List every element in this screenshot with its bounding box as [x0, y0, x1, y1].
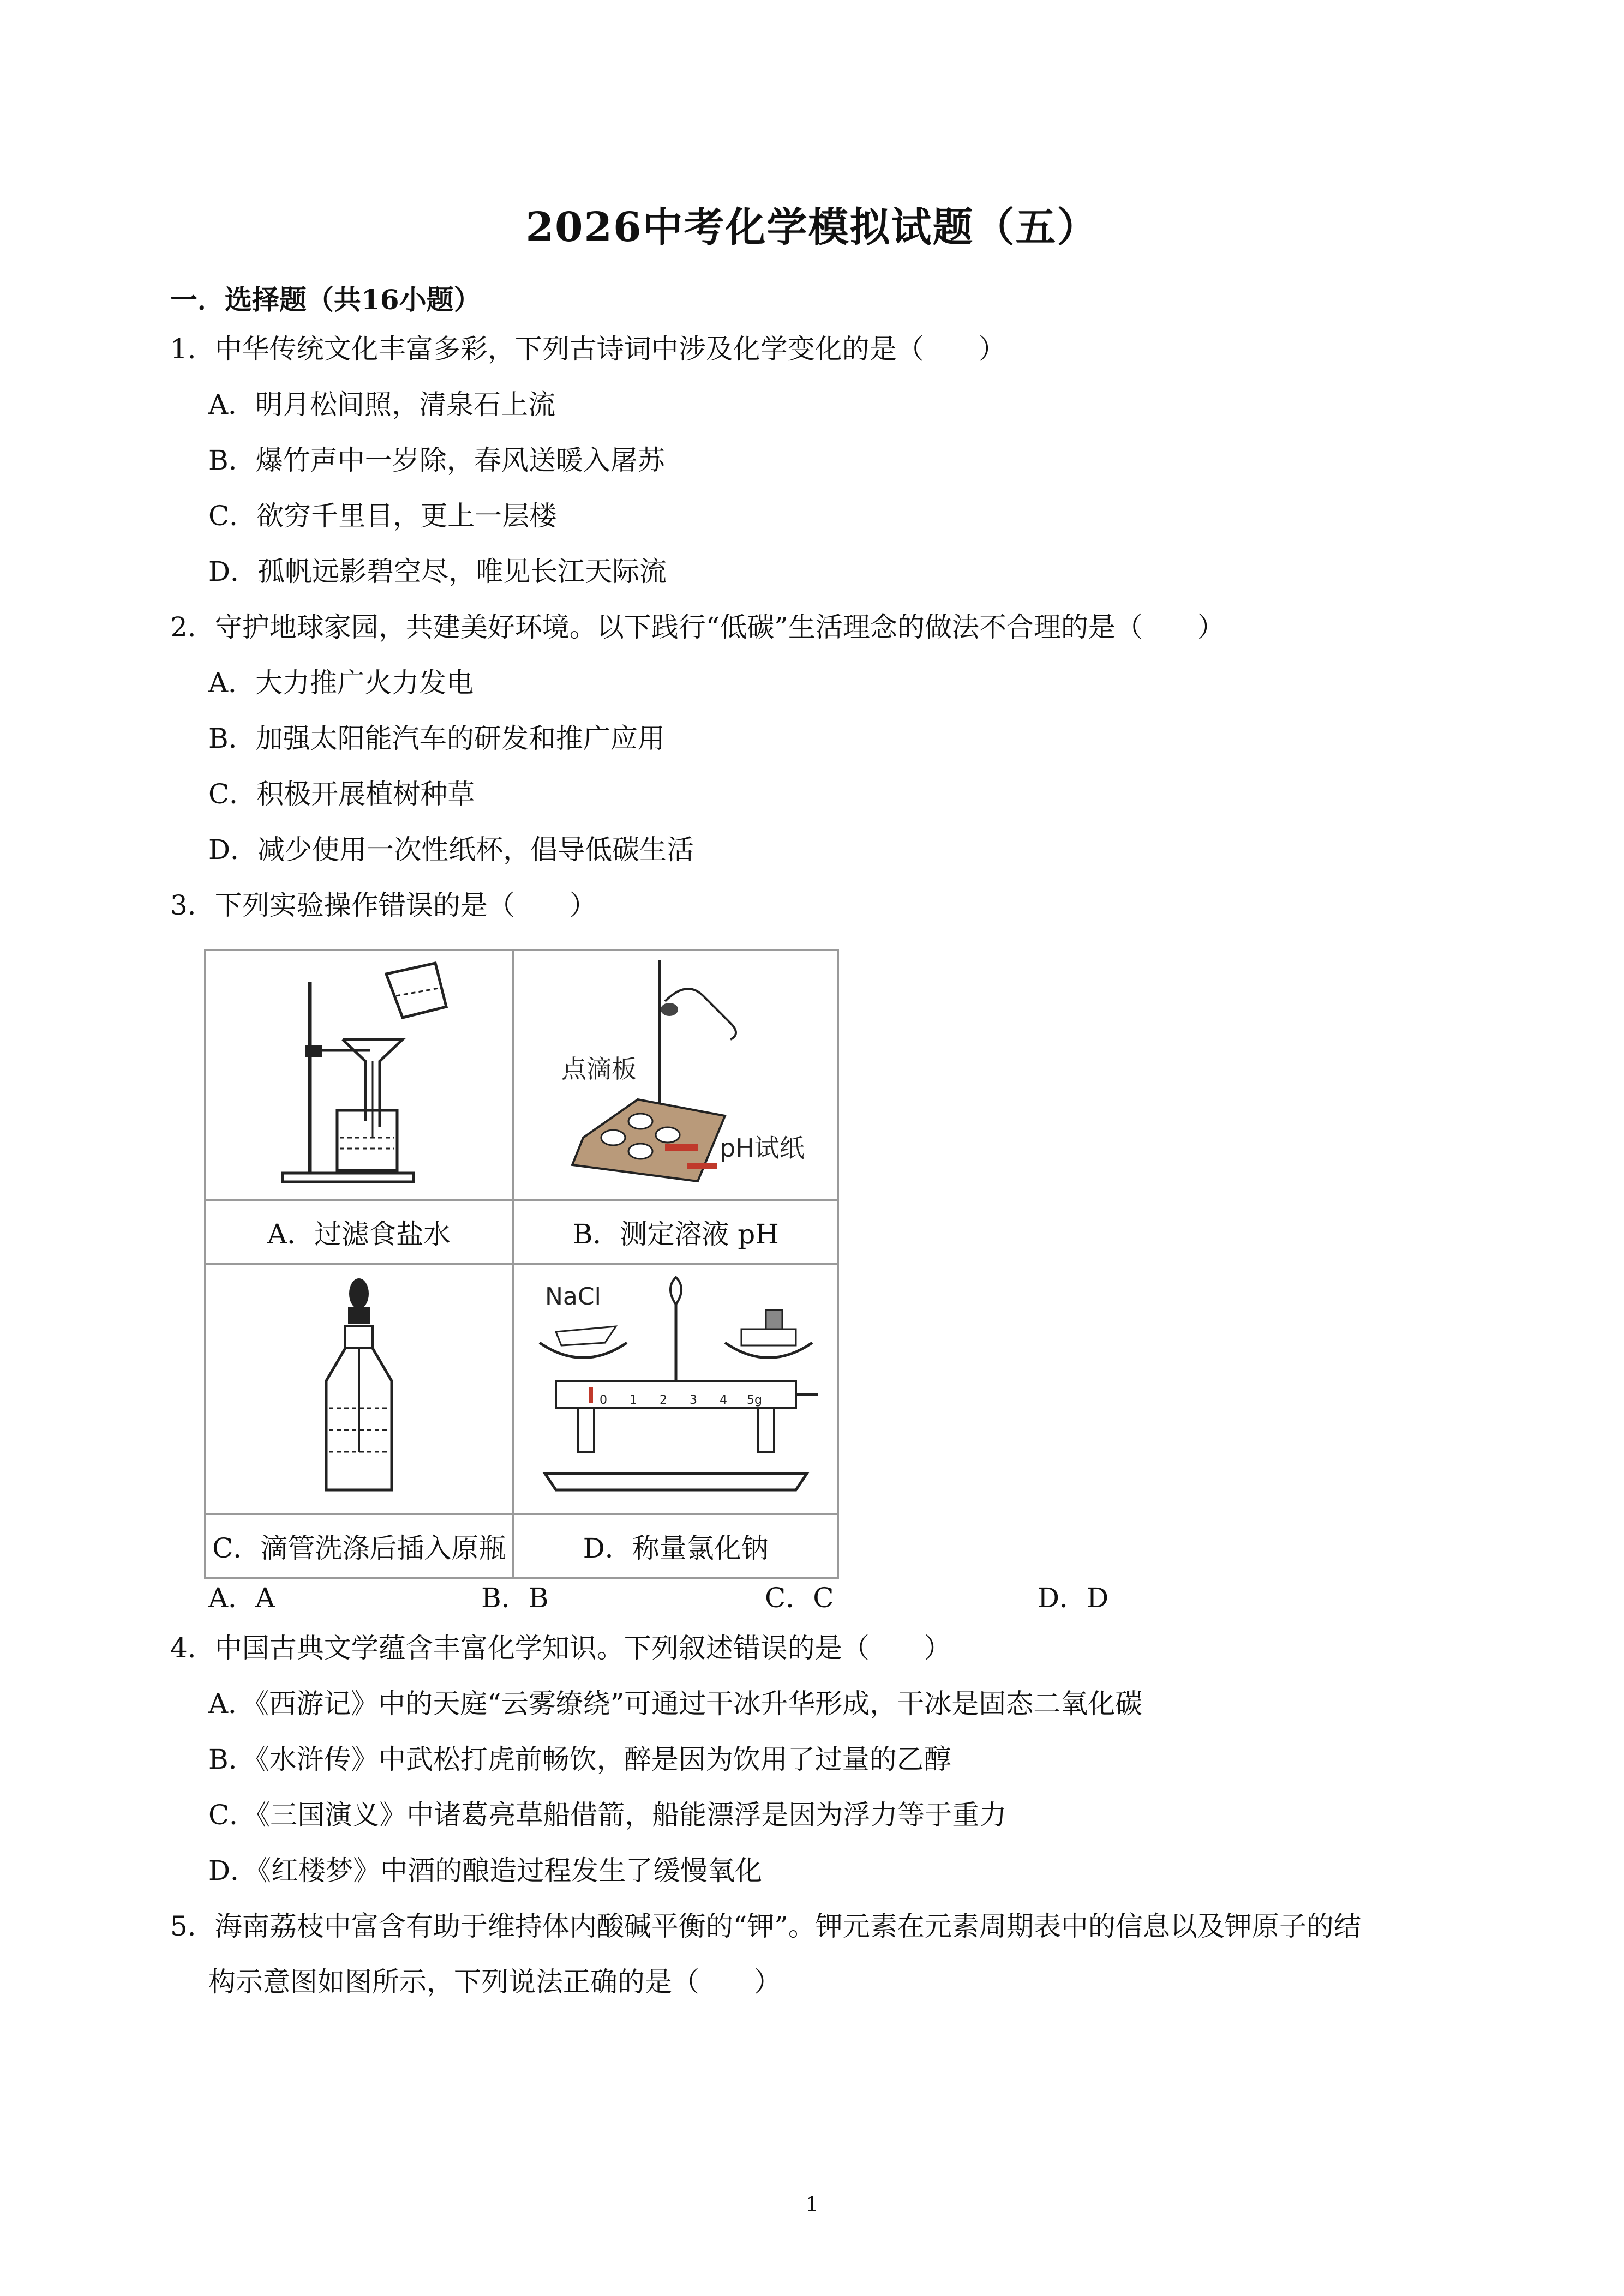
figure-a-filtration: [205, 950, 513, 1200]
question-3-choice-a: A．A: [208, 1582, 275, 1614]
question-3-choice-d: D．D: [1038, 1582, 1109, 1614]
question-4-option-b: B．《水浒传》中武松打虎前畅饮，醉是因为饮用了过量的乙醇: [208, 1744, 951, 1775]
question-1-option-a: A．明月松间照，清泉石上流: [208, 389, 556, 420]
question-4-stem: 4．中国古典文学蕴含丰富化学知识。下列叙述错误的是（ ）: [170, 1632, 951, 1664]
spot-plate-label: 点滴板: [561, 1054, 637, 1084]
question-1-option-d: D．孤帆远影碧空尽，唯见长江天际流: [208, 556, 667, 587]
page-title: 2026中考化学模拟试题（五）: [525, 204, 1099, 251]
scale-tick-3: 3: [689, 1393, 697, 1407]
question-5-stem-line-1: 5．海南荔枝中富含有助于维持体内酸碱平衡的“钾”。钾元素在元素周期表中的信息以及钾原子的结: [170, 1910, 1361, 1942]
question-2-option-b: B．加强太阳能汽车的研发和推广应用: [208, 723, 665, 754]
caption-c: C．滴管洗涤后插入原瓶: [205, 1514, 513, 1578]
question-4-option-a: A．《西游记》中的天庭“云雾缭绕”可通过干冰升华形成，干冰是固态二氧化碳: [208, 1688, 1143, 1720]
ph-paper-label: pH试纸: [719, 1133, 805, 1163]
caption-b: B．测定溶液 pH: [513, 1200, 838, 1264]
scale-tick-1: 1: [629, 1393, 637, 1407]
figure-c-dropper: [205, 1264, 513, 1514]
question-3-choices: [208, 1576, 1463, 1614]
question-3-choice-b: B．B: [481, 1582, 549, 1614]
question-4-option-c: C．《三国演义》中诸葛亮草船借箭，船能漂浮是因为浮力等于重力: [208, 1799, 1007, 1831]
question-4-option-d: D．《红楼梦》中酒的酿造过程发生了缓慢氧化: [208, 1855, 763, 1886]
nacl-label: NaCl: [544, 1283, 601, 1311]
scale-tick-0: 0: [599, 1393, 607, 1407]
caption-a: A．过滤食盐水: [205, 1200, 513, 1264]
dropper-bottle-icon: [304, 1272, 414, 1506]
scale-tick-5: 5g: [746, 1393, 762, 1407]
figure-d-balance: [513, 1264, 838, 1514]
question-1-option-c: C．欲穷千里目，更上一层楼: [208, 500, 557, 532]
ph-test-apparatus-icon: [523, 958, 829, 1192]
scale-tick-4: 4: [719, 1393, 727, 1407]
balance-scale-icon: [523, 1272, 829, 1506]
section-heading: 一．选择题（共16小题）: [170, 284, 481, 316]
question-5-stem-line-2: 构示意图如图所示，下列说法正确的是（ ）: [208, 1966, 781, 1998]
question-2-option-c: C．积极开展植树种草: [208, 778, 475, 810]
question-2-option-a: A．大力推广火力发电: [208, 667, 474, 699]
scale-tick-2: 2: [659, 1393, 667, 1407]
question-2-option-d: D．减少使用一次性纸杯，倡导低碳生活: [208, 834, 694, 865]
question-3-stem: 3．下列实验操作错误的是（ ）: [170, 889, 597, 921]
figure-b-ph-test: [513, 950, 838, 1200]
question-2-stem: 2．守护地球家园，共建美好环境。以下践行“低碳”生活理念的做法不合理的是（ ）: [170, 611, 1225, 643]
question-3-figure-table: [204, 949, 839, 1579]
caption-d: D．称量氯化钠: [513, 1514, 838, 1578]
question-3-choice-c: C．C: [765, 1582, 834, 1614]
filtration-apparatus-icon: [261, 958, 457, 1192]
question-1-option-b: B．爆竹声中一岁除，春风送暖入屠苏: [208, 444, 665, 476]
question-1-stem: 1．中华传统文化丰富多彩，下列古诗词中涉及化学变化的是（ ）: [170, 333, 1006, 365]
page-number: 1: [805, 2192, 819, 2216]
